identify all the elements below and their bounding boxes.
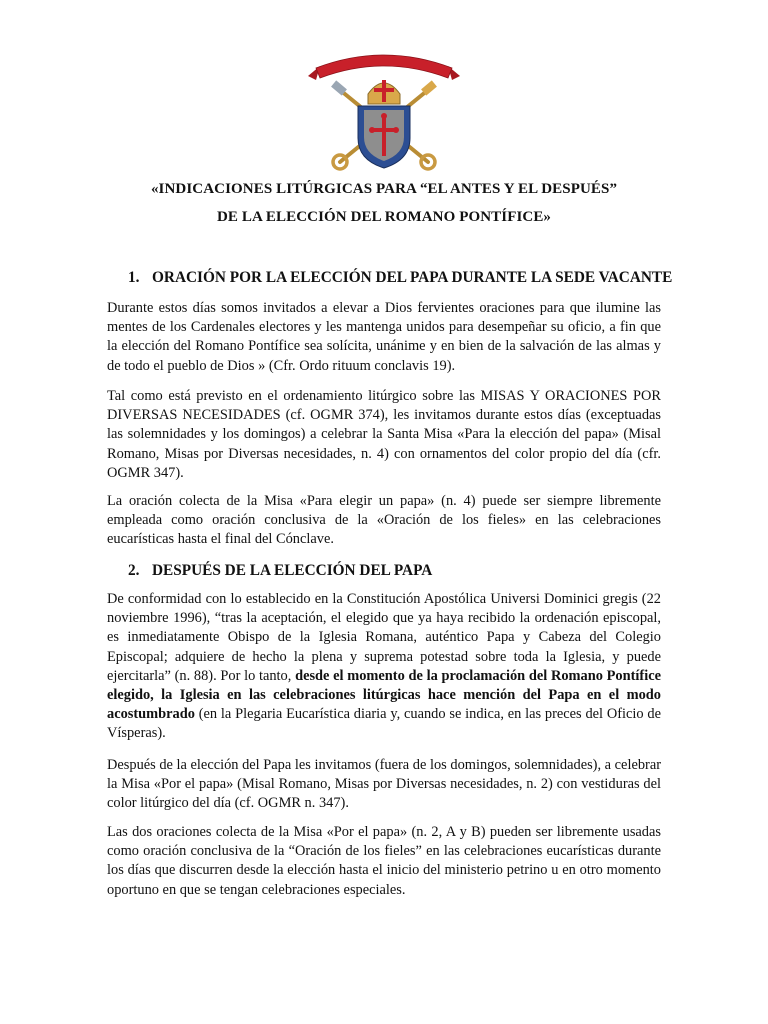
archdiocese-crest-logo [302,44,466,174]
paragraph-bold-text: desde el momento de la proclamación del Romano Pontífice elegido, la Iglesia en las celebraciones litúrgicas hace mención del Papa en el modo acostumbrado [107,667,661,723]
paragraph-mass-for-election: Tal como está previsto en el ordenamiento litúrgico sobre las MISAS Y ORACIONES POR DIVERSAS NECESIDADES (cf. OGMR 374), les invitamos durante estos días (exceptuadas las solemnidades y los domingos) a celebrar la Santa Misa «Para la elección del papa» (Misal Romano, Misas por Diversas necesidades, n. 4) con ornamentos del color propio del día (cfr. OGMR 347). [107,388,661,481]
paragraph-text: De conformidad con lo establecido en la Constitución Apostólica Universi Dominici gregis (22 noviembre 1996), “tras la aceptación, el elegido que ya haya recibido la ordenación episcopal, es inmediatamente Obispo de la Iglesia Romana, auténtico Papa y Cabeza del Colegio Episcopal; adquiere de hecho la plena y suprema potestad sobre toda la Iglesia, y puede ejercitarla” (n. 88). Por lo tanto, [107,591,661,684]
paragraph-mass-for-pope: Después de la elección del Papa les invitamos (fuera de los domingos, solemnidades), a celebrar la Misa «Por el papa» (Misal Romano, Misas por Diversas necesidades, n. 2) con vestiduras del color litúrgico del día (cf. OGMR n. 347). [107,757,661,812]
section-title: DESPUÉS DE LA ELECCIÓN DEL PAPA [152,562,433,579]
section-number: 2. [128,562,140,579]
paragraph-text: (en la Plegaria Eucarística diaria y, cuando se indica, en las preces del Oficio de Vísperas). [107,706,661,742]
paragraph-constitution [107,590,661,744]
paragraph-collect-options: Las dos oraciones colecta de la Misa «Por el papa» (n. 2, A y B) pueden ser libremente usadas como oración conclusiva de la “Oración de los fieles” en las celebraciones eucarísticas durante los días que discurren desde la elección hasta el inicio del ministerio petrino u en otro momento oportuno en que se tengan celebraciones especiales. [107,824,661,898]
shield-icon [358,106,410,168]
document-title-line-1: «INDICACIONES LITÚRGICAS PARA “EL ANTES Y EL DESPUÉS” [150,181,618,197]
section-title: ORACIÓN POR LA ELECCIÓN DEL PAPA DURANTE LA SEDE VACANTE [152,269,673,286]
paragraph-prayer-intro: Durante estos días somos invitados a elevar a Dios fervientes oraciones para que ilumine las mentes de los Cardenales electores y les mantenga unidos para desempeñar su oficio, a fin que la elección del Romano Pontífice sea solícita, unánime y en bien de la salvación de las almas y de todo el pueblo de Dios » (Cfr. Ordo rituum conclavis 19). [107,300,661,374]
document-title-line-2: DE LA ELECCIÓN DEL ROMANO PONTÍFICE» [216,209,552,225]
section-number: 1. [128,269,140,286]
paragraph-collect-prayer: La oración colecta de la Misa «Para elegir un papa» (n. 4) puede ser siempre libremente empleada como oración conclusiva de la «Oración de los fieles» en las celebraciones eucarísticas hasta el final del Cónclave. [107,493,661,548]
mitre-icon [368,80,400,104]
